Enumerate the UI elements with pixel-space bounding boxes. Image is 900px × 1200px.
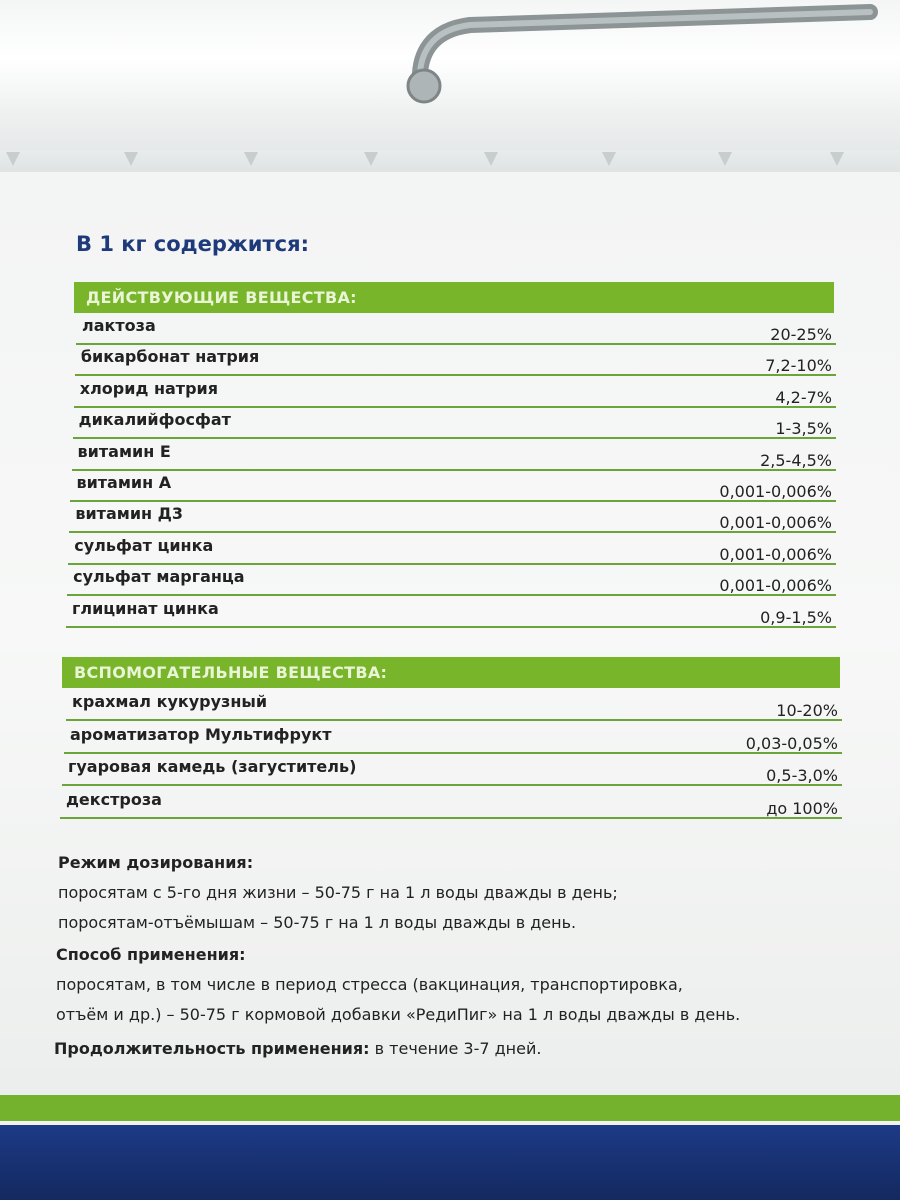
substance-name: глицинат цинка — [72, 598, 219, 618]
dosing-line: поросятам с 5-го дня жизни – 50-75 г на 1 л воды дважды в день; — [58, 883, 618, 902]
table-row — [76, 313, 836, 345]
table-row — [70, 470, 836, 502]
active-substances-band: ДЕЙСТВУЮЩИЕ ВЕЩЕСТВА: — [74, 282, 834, 313]
table-row — [72, 439, 836, 471]
substance-amount: 0,001-0,006% — [719, 513, 832, 533]
bottom-blue-stripe — [0, 1125, 900, 1200]
table-row — [66, 596, 836, 628]
usage-line: поросятам, в том числе в период стресса (вакцинация, транспортировка, — [56, 975, 683, 994]
substance-amount: до 100% — [766, 798, 838, 818]
substance-amount: 0,001-0,006% — [719, 482, 832, 501]
substance-name: декстроза — [66, 789, 162, 809]
rim-tooth — [830, 152, 844, 166]
substance-amount: 0,001-0,006% — [719, 544, 832, 564]
rim-tooth — [124, 152, 138, 166]
substance-name: хлорид натрия — [79, 378, 219, 398]
rim-tooth — [364, 152, 378, 166]
rim-tooth — [718, 152, 732, 166]
substance-name: витамин А — [76, 473, 172, 492]
duration-title: Продолжительность применения: — [54, 1039, 370, 1058]
table-row — [66, 689, 842, 721]
rim-tooth — [602, 152, 616, 166]
substance-name: дикалийфосфат — [78, 410, 231, 430]
substance-amount: 20-25% — [770, 325, 832, 344]
substance-amount: 7,2-10% — [765, 356, 832, 376]
substance-amount: 0,5-3,0% — [766, 766, 838, 785]
rim-tooth — [484, 152, 498, 166]
auxiliary-substances-band: ВСПОМОГАТЕЛЬНЫЕ ВЕЩЕСТВА: — [62, 657, 840, 688]
usage-title: Способ применения: — [56, 945, 246, 964]
substance-amount: 2,5-4,5% — [760, 450, 832, 470]
table-row — [68, 533, 836, 565]
substance-amount: 0,9-1,5% — [760, 607, 832, 627]
substance-name: гуаровая камедь (загуститель) — [68, 757, 357, 776]
bottom-green-stripe — [0, 1095, 900, 1121]
substance-name: бикарбонат натрия — [80, 347, 260, 367]
substance-name: сульфат цинка — [74, 535, 214, 555]
usage-section — [56, 940, 740, 1030]
dosing-line: поросятам-отъёмышам – 50-75 г на 1 л воды дважды в день. — [58, 913, 577, 932]
substance-name: витамин Д3 — [75, 504, 184, 524]
table-row — [73, 407, 836, 439]
substance-name: крахмал кукурузный — [72, 692, 268, 711]
dosing-section — [58, 848, 618, 938]
substance-amount: 4,2-7% — [775, 387, 832, 407]
duration-text: в течение 3-7 дней. — [369, 1039, 542, 1058]
usage-line: отъём и др.) – 50-75 г кормовой добавки «РедиПиг» на 1 л воды дважды в день. — [56, 1005, 741, 1024]
table-row — [60, 787, 842, 819]
substance-amount: 1-3,5% — [775, 419, 832, 439]
duration-section — [54, 1034, 541, 1064]
dosing-title: Режим дозирования: — [58, 853, 254, 872]
composition-heading: В 1 кг содержится: — [76, 232, 309, 256]
table-row — [64, 722, 842, 754]
substance-name: сульфат марганца — [73, 567, 245, 587]
substance-amount: 0,001-0,006% — [719, 576, 832, 596]
substance-name: витамин Е — [77, 441, 171, 461]
substance-name: ароматизатор Мультифрукт — [70, 724, 332, 744]
rim-tooth — [6, 152, 20, 166]
table-row — [62, 754, 842, 786]
bucket-handle — [400, 0, 880, 110]
rim-tooth — [244, 152, 258, 166]
table-row — [75, 344, 836, 376]
table-row — [74, 376, 836, 408]
substance-name: лактоза — [82, 316, 156, 335]
substance-amount: 10-20% — [776, 701, 838, 720]
table-row — [69, 501, 836, 533]
substance-amount: 0,03-0,05% — [745, 733, 838, 753]
table-row — [67, 564, 836, 596]
